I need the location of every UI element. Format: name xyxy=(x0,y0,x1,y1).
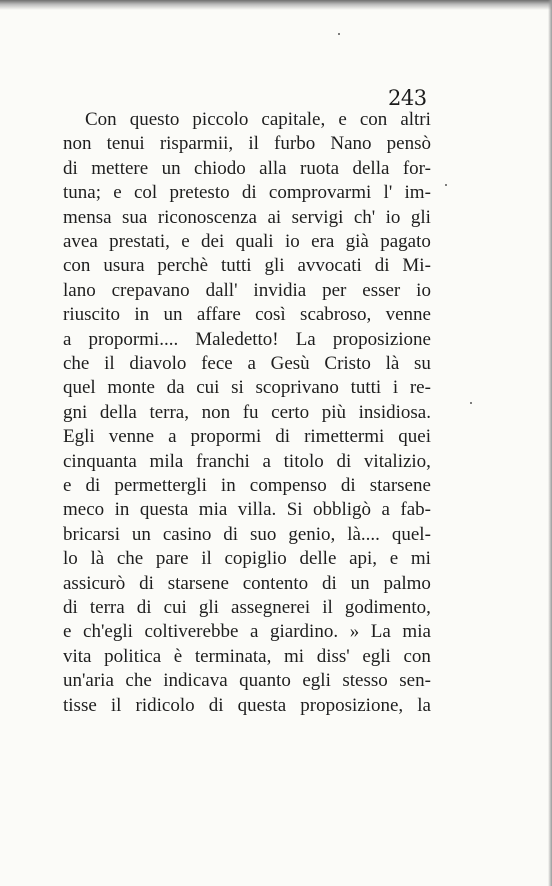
word: di xyxy=(208,694,224,716)
word: rimettermi xyxy=(304,426,385,448)
word: titolo xyxy=(283,450,324,472)
word: egli xyxy=(362,645,391,667)
word: Nano xyxy=(330,133,372,155)
word: permettergli xyxy=(114,475,207,496)
text-line xyxy=(63,573,431,595)
word: La xyxy=(295,328,316,350)
word: più xyxy=(321,401,347,423)
word: Cristo xyxy=(324,353,371,374)
word: con xyxy=(359,109,388,130)
word: pretesto xyxy=(169,182,230,204)
word: a xyxy=(262,450,271,472)
word: di xyxy=(241,182,257,204)
text-line xyxy=(63,231,431,253)
word: e xyxy=(181,231,190,252)
word: si xyxy=(231,377,244,399)
word: ruota xyxy=(300,157,340,179)
word: là xyxy=(90,548,105,570)
word: di xyxy=(322,572,337,594)
word: mettere xyxy=(91,157,149,179)
text-line xyxy=(63,597,431,619)
word: affare xyxy=(196,304,241,326)
text-line xyxy=(63,402,431,424)
word: comprovarmi xyxy=(268,182,372,204)
word: lano xyxy=(63,279,96,301)
word: gli xyxy=(264,255,285,277)
word: venne xyxy=(108,426,155,448)
word: Mi- xyxy=(402,255,431,277)
word: casino xyxy=(162,523,212,545)
word: di xyxy=(139,572,154,594)
text-line xyxy=(63,548,431,570)
word: io xyxy=(385,206,401,228)
word: io xyxy=(416,279,431,301)
word: im- xyxy=(404,182,431,204)
word: sen- xyxy=(399,670,431,692)
word: starsene xyxy=(369,475,431,496)
text-line xyxy=(63,133,431,155)
word: mia xyxy=(402,621,431,643)
word: Gesù xyxy=(270,353,310,374)
word: che xyxy=(63,353,90,374)
word: quei xyxy=(398,426,431,448)
word: sua xyxy=(122,206,148,228)
word: là xyxy=(385,353,400,374)
word: » xyxy=(349,621,360,643)
word: il xyxy=(110,694,122,716)
word: usura xyxy=(103,255,145,277)
word: i xyxy=(392,377,399,399)
word: l' xyxy=(383,182,393,204)
word: ch' xyxy=(353,206,376,228)
word: egli xyxy=(302,670,331,692)
word: da xyxy=(166,377,185,399)
paper-speck xyxy=(445,184,447,186)
word: avea xyxy=(63,231,98,252)
word: che xyxy=(116,548,144,570)
word: questa xyxy=(139,499,189,521)
text-line xyxy=(63,255,431,277)
word: monte xyxy=(107,377,155,399)
word: mila xyxy=(149,450,184,472)
word: propormi xyxy=(190,426,262,448)
text-line xyxy=(63,304,431,326)
word: cui xyxy=(163,597,187,618)
word: dall' xyxy=(205,279,238,301)
word: franchi xyxy=(196,450,250,472)
word: questo xyxy=(129,109,180,130)
text-line xyxy=(63,524,431,546)
word: cinquanta xyxy=(63,450,137,472)
word: di xyxy=(336,450,352,472)
text-line xyxy=(63,670,431,692)
word: piccolo xyxy=(192,109,249,130)
word: mensa xyxy=(63,206,112,228)
word: di xyxy=(374,255,390,277)
word: non xyxy=(63,133,92,155)
word: a xyxy=(249,621,259,643)
word: della xyxy=(352,157,390,179)
word: meco xyxy=(63,499,105,521)
word: fu xyxy=(242,401,259,423)
word: contento xyxy=(242,572,309,594)
word: delle xyxy=(299,548,337,570)
text-line xyxy=(63,646,431,668)
word: Maledetto! xyxy=(195,328,279,350)
word: col xyxy=(133,182,158,204)
text-line xyxy=(85,109,431,131)
word: la xyxy=(417,694,431,716)
word: il xyxy=(322,597,333,618)
word: un'aria xyxy=(63,670,114,692)
text-line xyxy=(63,426,431,448)
word: chiodo xyxy=(194,157,246,179)
word: quali xyxy=(235,231,274,252)
word: indicava xyxy=(163,670,228,692)
text-line xyxy=(63,499,431,521)
word: scoprivano xyxy=(255,377,339,399)
word: compenso xyxy=(249,475,327,496)
word: avvocati xyxy=(297,255,362,277)
word: Si xyxy=(286,499,303,521)
word: quanto xyxy=(239,670,291,692)
word: venne xyxy=(385,304,431,326)
word: a xyxy=(168,426,177,448)
word: Egli xyxy=(63,426,95,448)
word: tuna; xyxy=(63,182,101,204)
word: api, xyxy=(349,548,378,570)
text-line xyxy=(63,451,431,473)
word: mi xyxy=(283,645,305,667)
word: ai xyxy=(267,206,282,228)
word: riconoscenza xyxy=(157,206,257,228)
paper-speck xyxy=(470,402,472,404)
word: e xyxy=(113,182,122,204)
word: assegnerei xyxy=(231,597,311,618)
word: quel- xyxy=(391,523,431,545)
text-line xyxy=(63,695,431,717)
word: non xyxy=(201,401,231,423)
text-line xyxy=(63,158,431,180)
paper-speck xyxy=(338,33,340,35)
word: villa. xyxy=(237,499,277,521)
word: prestati, xyxy=(109,231,170,252)
page-number: 243 xyxy=(388,86,427,110)
word: tisse xyxy=(63,694,97,716)
word: fece xyxy=(201,353,233,374)
word: crepavano xyxy=(111,279,190,301)
word: il xyxy=(248,133,259,155)
word: tenui xyxy=(106,133,145,155)
word: copiglio xyxy=(224,548,287,570)
word: della xyxy=(99,401,137,423)
word: ch'egli xyxy=(83,621,133,643)
word: gli xyxy=(198,597,219,618)
word: con xyxy=(63,255,91,277)
word: gni xyxy=(63,401,88,423)
word: di xyxy=(223,523,239,545)
word: coltiverebbe xyxy=(144,621,239,643)
word: a xyxy=(247,353,256,374)
word: di xyxy=(63,157,78,179)
text-line xyxy=(63,329,431,351)
word: di xyxy=(340,475,356,496)
word: già xyxy=(345,231,369,252)
word: vita xyxy=(63,645,92,667)
word: terminata, xyxy=(194,645,272,667)
word: cui xyxy=(196,377,220,399)
word: di xyxy=(85,475,101,496)
word: suo xyxy=(250,523,277,545)
word: e xyxy=(63,475,72,496)
word: mia xyxy=(198,499,228,521)
word: questa xyxy=(237,694,287,716)
word: terra xyxy=(89,597,125,618)
word: insidiosa. xyxy=(358,401,431,423)
word: a xyxy=(381,499,390,521)
word: propormi.... xyxy=(88,328,179,350)
word: assicurò xyxy=(63,572,126,594)
word: diss' xyxy=(316,645,350,667)
word: fab- xyxy=(400,499,431,521)
word: là.... xyxy=(347,523,380,545)
word: dei xyxy=(201,231,225,252)
word: obbligò xyxy=(313,499,372,521)
word: starsene xyxy=(167,572,229,594)
text-line xyxy=(63,182,431,204)
word: Con xyxy=(85,109,117,130)
word: proposizione xyxy=(332,328,431,350)
word: in xyxy=(114,499,130,521)
word: in xyxy=(220,475,236,496)
text-line xyxy=(63,207,431,229)
word: pensò xyxy=(386,133,431,155)
word: mi xyxy=(410,548,431,570)
word: pare xyxy=(155,548,189,570)
word: alla xyxy=(259,157,287,179)
text-line xyxy=(63,475,431,497)
word: a xyxy=(63,328,72,350)
word: bricarsi xyxy=(63,523,120,545)
word: altri xyxy=(400,109,431,130)
word: gli xyxy=(410,206,431,228)
word: tutti xyxy=(220,255,252,277)
word: palmo xyxy=(383,572,431,594)
word: servigi xyxy=(291,206,344,228)
text-line xyxy=(63,621,431,643)
word: un xyxy=(350,572,370,594)
word: era xyxy=(311,231,335,252)
word: il xyxy=(104,353,115,374)
word: tutti xyxy=(350,377,382,399)
word: genio, xyxy=(288,523,336,545)
word: così xyxy=(255,304,286,326)
word: furbo xyxy=(274,133,316,155)
word: giardino. xyxy=(270,621,339,643)
word: quel xyxy=(63,377,96,399)
word: proposizione, xyxy=(300,694,404,716)
word: re- xyxy=(409,377,431,399)
text-line xyxy=(63,280,431,302)
word: che xyxy=(125,670,152,692)
word: for- xyxy=(402,157,431,179)
word: politica xyxy=(104,645,162,667)
word: di xyxy=(63,597,78,618)
text-line xyxy=(63,377,431,399)
word: e xyxy=(63,621,72,643)
word: risparmii, xyxy=(159,133,234,155)
word: io xyxy=(284,231,300,252)
word: perchè xyxy=(157,255,209,277)
word: terra, xyxy=(149,401,189,423)
word: un xyxy=(163,304,183,326)
word: in xyxy=(134,304,150,326)
word: è xyxy=(173,645,183,667)
word: scabroso, xyxy=(300,304,372,326)
word: e xyxy=(338,109,347,130)
word: riuscito xyxy=(63,304,120,326)
word: un xyxy=(131,523,151,545)
word: pagato xyxy=(380,231,431,252)
word: il xyxy=(201,548,212,570)
word: ridicolo xyxy=(135,694,195,716)
word: capitale, xyxy=(261,109,326,130)
word: certo xyxy=(271,401,310,423)
word: un xyxy=(161,157,181,179)
word: invidia xyxy=(253,279,307,301)
word: stesso xyxy=(342,670,388,692)
word: vitalizio, xyxy=(363,450,431,472)
word: e xyxy=(389,548,399,570)
word: esser xyxy=(362,279,401,301)
word: di xyxy=(136,597,152,618)
word: La xyxy=(370,621,391,643)
word: di xyxy=(275,426,291,448)
word: diavolo xyxy=(129,353,187,374)
word: con xyxy=(403,645,431,667)
word: godimento, xyxy=(344,597,431,618)
word: su xyxy=(414,353,431,374)
word: per xyxy=(322,279,347,301)
word: lo xyxy=(63,548,78,570)
text-line xyxy=(63,353,431,375)
